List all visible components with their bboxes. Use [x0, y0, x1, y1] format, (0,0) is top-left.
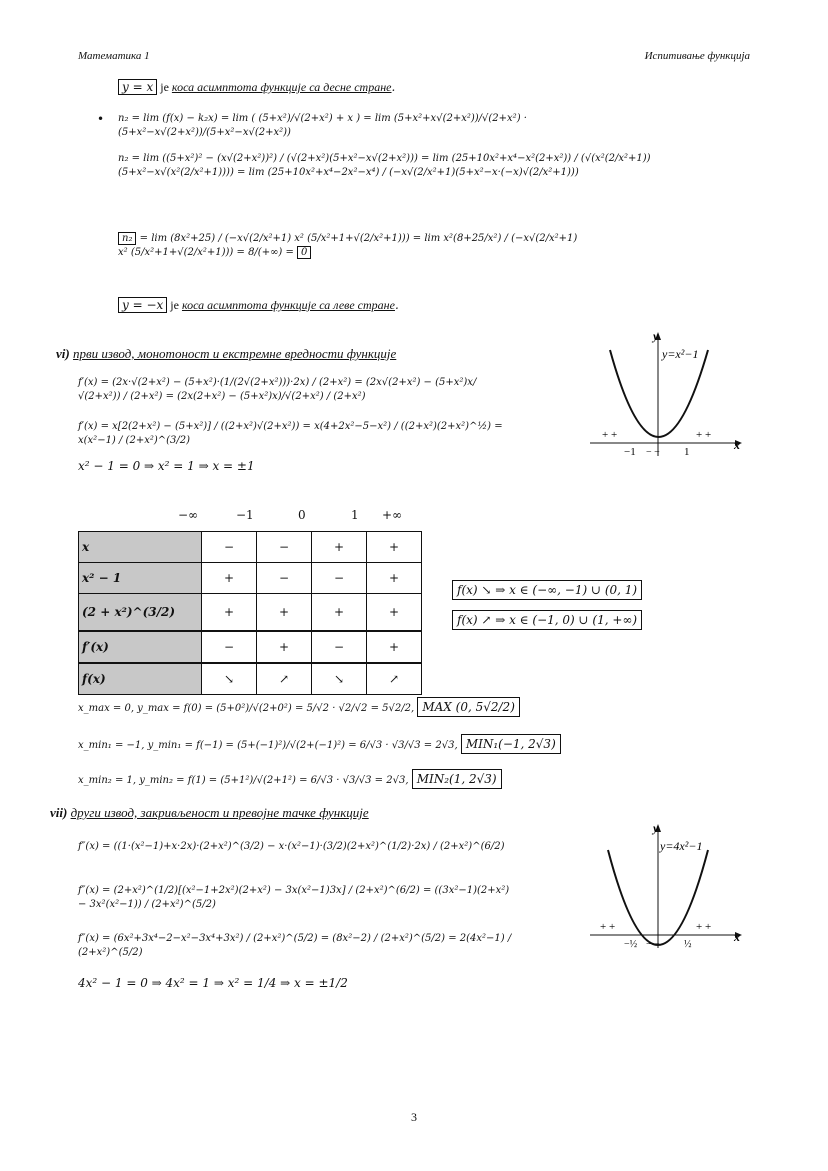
page-number: 3 — [411, 1110, 417, 1124]
sign-cell: + — [202, 594, 257, 632]
graph1-function-label: y=x²−1 — [662, 347, 699, 361]
second-derivative-line2: f″(x) = (2+x²)^(1/2)[(x²−1+2x²)(2+x²) − 3x(x²−1)3x] / (2+x²)^(6/2) = ((3x²−1)(2+x²) − 3x²(x²−1)) / (2+x²)^(5/2) — [78, 885, 510, 910]
min2-calculation: x_min₂ = 1, y_min₂ = f(1) = (5+1²)/√(2+1²) = 6/√3 · √3/√3 = 2√3, MIN₂(1, 2√3) — [78, 772, 502, 786]
graph1-x-label: x — [734, 438, 740, 452]
max-calculation: x_max = 0, y_max = f(0) = (5+0²)/√(2+0²) = 5/√2 · √2/√2 = 5√2/2, MAX (0, 5√2/2) — [78, 700, 520, 714]
n2-limit-line2: n₂ = lim ((5+x²)² − (x√(2+x²))²) / (√(2+x²)(5+x²−x√(2+x²))) = lim (25+10x²+x⁴−x²(2+x²)) / (√(x²(2/x²+1))(5+x²−x√(x²(2/x²+1)))) = lim (25+10x²+x⁴−2x²−x⁴) / (−x√(2/x²+1)(5+x²−x·(−x)√(2/x²+1))) — [118, 153, 651, 178]
graph1-neg-root: −1 — [624, 446, 636, 458]
sign-cell: ↘ — [312, 663, 367, 695]
bullet: • — [97, 112, 105, 126]
section-vii-title: други извод, закривљеност и превојне тачке функције — [70, 805, 369, 820]
graph2-x-label: x — [734, 930, 740, 944]
table-top-label: −1 — [236, 508, 254, 522]
section-vi-title: први извод, монотоност и екстремне вредности функције — [72, 346, 397, 361]
table-top-label: 1 — [351, 508, 359, 522]
parabola-graph-1 — [590, 328, 750, 458]
max-box: MAX (0, 5√2/2) — [417, 697, 520, 717]
second-derivative-zeros: 4x² − 1 = 0 ⇒ 4x² = 1 ⇒ x² = 1/4 ⇒ x = ±1/2 — [78, 976, 348, 990]
header-right: Испитивање функција — [644, 50, 750, 62]
asymptote-right-statement: y = x је коса асимптота функције са десне стране. — [118, 80, 395, 95]
table-row — [79, 594, 422, 632]
section-vii-heading — [50, 805, 369, 821]
sign-cell: − — [202, 532, 257, 563]
sign-cell: + — [312, 594, 367, 632]
first-derivative-line2: f′(x) = x[2(2+x²) − (5+x²)] / ((2+x²)√(2+x²)) = x(4+2x²−5−x²) / ((2+x²)(2+x²)^½) = x(x²−1) / (2+x²)^(3/2) — [78, 421, 503, 446]
section-vi-number: vi) — [56, 346, 70, 361]
n2-limit-line3: n₂ = lim (8x²+25) / (−x√(2/x²+1) x² (5/x²+1+√(2/x²+1))) = lim x²(8+25/x²) / (−x√(2/x²+1) x² (5/x²+1+√(2/x²+1))) = 8/(+∞) = 0 — [118, 233, 578, 258]
monotonic-decreasing-box: f(x) ↘ ⇒ x ∈ (−∞, −1) ∪ (0, 1) — [452, 580, 642, 600]
sign-table — [78, 531, 422, 695]
table-top-label: +∞ — [382, 508, 403, 522]
graph1-pos-root: 1 — [684, 446, 690, 458]
graph1-plus-left: + + — [602, 429, 618, 441]
table-row — [79, 663, 422, 695]
row-label: (2 + x²)^(3/2) — [79, 594, 202, 632]
asymptote-left-statement: y = −x је коса асимптота функције са леве стране. — [118, 298, 399, 313]
first-derivative-zeros: x² − 1 = 0 ⇒ x² = 1 ⇒ x = ±1 — [78, 459, 255, 473]
sign-table-top-labels — [0, 508, 828, 524]
graph2-neg-root: −½ — [624, 939, 638, 950]
sign-cell: + — [367, 594, 422, 632]
second-derivative-line3: f″(x) = (6x²+3x⁴−2−x²−3x⁴+3x²) / (2+x²)^(5/2) = (8x²−2) / (2+x²)^(5/2) = 2(4x²−1) / (2+x²)^(5/2) — [78, 933, 512, 958]
monotonic-increasing-box: f(x) ↗ ⇒ x ∈ (−1, 0) ∪ (1, +∞) — [452, 610, 642, 630]
row-label: f(x) — [79, 663, 202, 695]
sign-cell: + — [202, 563, 257, 594]
sign-cell: − — [312, 563, 367, 594]
graph2-function-label: y=4x²−1 — [660, 839, 703, 853]
n2-box: n₂ — [118, 232, 136, 245]
section-vii-number: vii) — [50, 805, 68, 820]
sign-cell: + — [367, 563, 422, 594]
sign-cell: + — [257, 594, 312, 632]
table-row — [79, 532, 422, 563]
row-label: x — [79, 532, 202, 563]
sign-cell: + — [367, 532, 422, 563]
sign-cell: + — [312, 532, 367, 563]
header-left: Математика 1 — [78, 50, 150, 62]
graph1-plus-right: + + — [696, 429, 712, 441]
asymptote-left-box: y = −x — [118, 297, 167, 313]
section-vi-heading — [56, 346, 396, 362]
asymptote-right-box: y = x — [118, 79, 157, 95]
sign-cell: ↘ — [202, 663, 257, 695]
second-derivative-line1: f″(x) = ((1·(x²−1)+x·2x)·(2+x²)^(3/2) − x·(x²−1)·(3/2)(2+x²)^(1/2)·2x) / (2+x²)^(6/2) — [78, 841, 505, 852]
parabola-graph-2 — [590, 820, 750, 950]
sign-cell: + — [257, 631, 312, 663]
graph2-plus-left: + + — [600, 921, 616, 933]
table-top-label: 0 — [298, 508, 306, 522]
min1-calculation: x_min₁ = −1, y_min₁ = f(−1) = (5+(−1)²)/√(2+(−1)²) = 6/√3 · √3/√3 = 2√3, MIN₁(−1, 2√3) — [78, 737, 561, 751]
sign-cell: − — [312, 631, 367, 663]
min1-box: MIN₁(−1, 2√3) — [461, 734, 561, 754]
graph2-minus: − − — [646, 939, 660, 950]
asymptote-right-text: коса асимптота функције са десне стране — [171, 80, 392, 94]
min2-box: MIN₂(1, 2√3) — [412, 769, 502, 789]
table-top-label: −∞ — [178, 508, 199, 522]
graph1-y-label: y — [653, 329, 659, 343]
sign-cell: ↗ — [257, 663, 312, 695]
sign-cell: − — [257, 532, 312, 563]
first-derivative-line1: f′(x) = (2x·√(2+x²) − (5+x²)·(1/(2√(2+x²)))·2x) / (2+x²) = (2x√(2+x²) − (5+x²)x/√(2+x²)) / (2+x²) = (2x(2+x²) − (5+x²)x)/√(2+x²) / (2+x²) — [78, 377, 477, 402]
row-label: x² − 1 — [79, 563, 202, 594]
sign-cell: + — [367, 631, 422, 663]
sign-cell: ↗ — [367, 663, 422, 695]
asymptote-left-text: коса асимптота функције са леве стране — [181, 298, 395, 312]
sign-cell: − — [202, 631, 257, 663]
table-row — [79, 563, 422, 594]
n2-limit-line1: n₂ = lim (f(x) − k₂x) = lim ( (5+x²)/√(2+x²) + x ) = lim (5+x²+x√(2+x²))/√(2+x²) · (5+x²−x√(2+x²))/(5+x²−x√(2+x²)) — [118, 113, 527, 138]
table-row — [79, 631, 422, 663]
row-label: f′(x) — [79, 631, 202, 663]
graph2-plus-right: + + — [696, 921, 712, 933]
graph2-y-label: y — [653, 821, 659, 835]
sign-cell: − — [257, 563, 312, 594]
graph2-pos-root: ½ — [684, 939, 692, 950]
zero-box: 0 — [297, 246, 311, 259]
graph1-minus: − − — [646, 447, 660, 458]
